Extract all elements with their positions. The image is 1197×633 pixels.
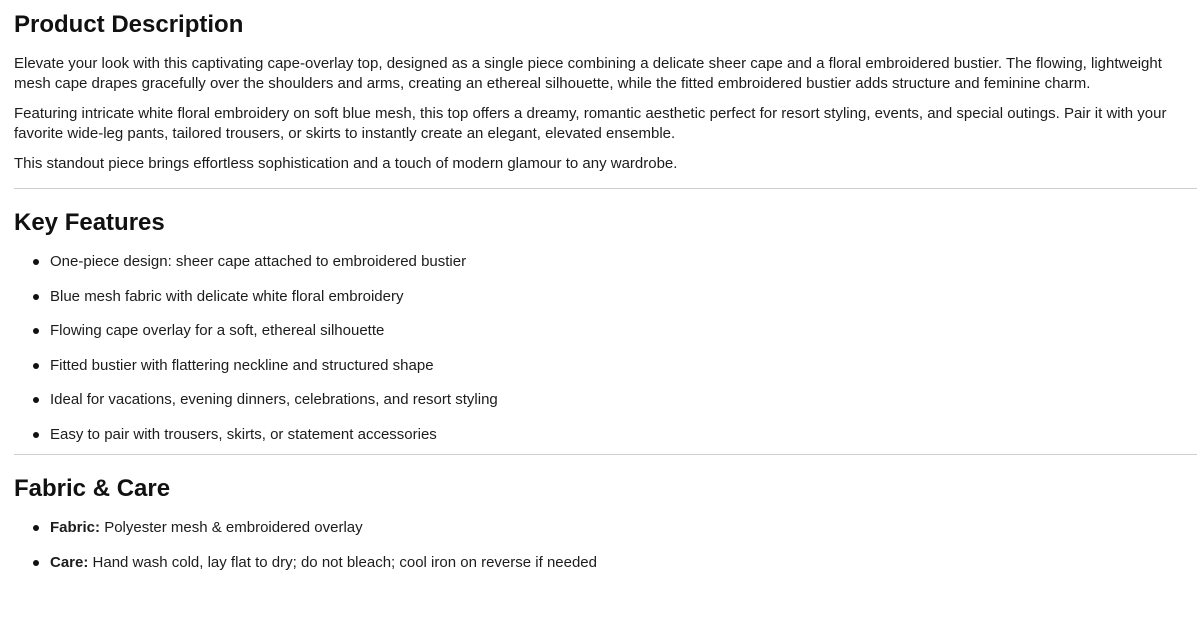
description-paragraph: Featuring intricate white floral embroidery on soft blue mesh, this top offers a dreamy, romantic aesthetic perfect for resort styling, events, and special outings. Pair it with your favorite wide-leg pants, tailored trousers, or skirts to instantly create an elegant, elevated ensemble. xyxy=(14,105,1167,142)
fabric-list-item xyxy=(50,518,1183,538)
product-description-section xyxy=(14,10,1183,189)
key-features-section xyxy=(14,189,1183,455)
feature-list-item: Easy to pair with trousers, skirts, or statement accessories xyxy=(50,425,1183,445)
description-paragraph: Elevate your look with this captivating cape-overlay top, designed as a single piece combining a delicate sheer cape and a floral embroidered bustier. The flowing, lightweight mesh cape drapes gracefully over the shoulders and arms, creating an ethereal silhouette, while the fitted embroidered bustier adds structure and feminine charm. xyxy=(14,55,1162,92)
feature-list-item: One-piece design: sheer cape attached to embroidered bustier xyxy=(50,252,1183,272)
fabric-care-section xyxy=(14,455,1183,573)
care-label: Care: xyxy=(50,553,89,571)
feature-list-item: Fitted bustier with flattering neckline and structured shape xyxy=(50,356,1183,376)
fabric-care-list xyxy=(14,518,1183,573)
description-paragraph: This standout piece brings effortless sophistication and a touch of modern glamour to any wardrobe. xyxy=(14,155,678,172)
fabric-label: Fabric: xyxy=(50,519,101,536)
key-features-list xyxy=(14,252,1183,445)
feature-list-item: Ideal for vacations, evening dinners, celebrations, and resort styling xyxy=(50,390,1183,410)
fabric-value: Polyester mesh & embroidered overlay xyxy=(104,519,363,536)
feature-list-item: Flowing cape overlay for a soft, ethereal silhouette xyxy=(50,321,1183,341)
care-list-item xyxy=(50,553,1183,573)
fabric-care-heading: Fabric & Care xyxy=(14,475,171,502)
key-features-heading: Key Features xyxy=(14,209,165,236)
care-value: Hand wash cold, lay flat to dry; do not bleach; cool iron on reverse if needed xyxy=(92,553,597,571)
feature-list-item: Blue mesh fabric with delicate white floral embroidery xyxy=(50,287,1183,307)
product-description-heading: Product Description xyxy=(14,11,244,38)
